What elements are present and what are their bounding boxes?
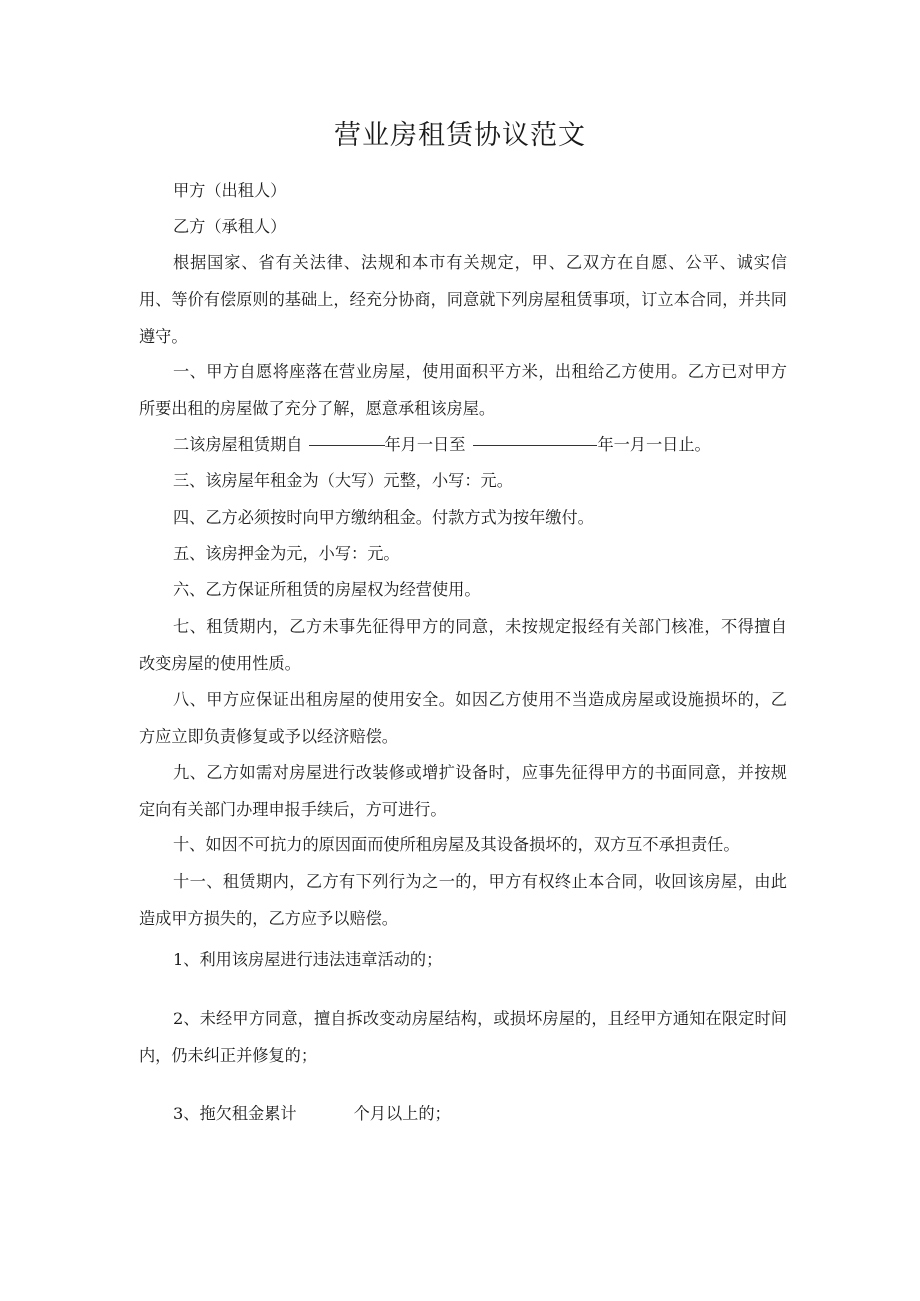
clause-11: 十一、租赁期内，乙方有下列行为之一的，甲方有权终止本合同，收回该房屋，由此造成甲方损失的，乙方应予以赔偿。 — [139, 872, 787, 928]
clause-4: 四、乙方必须按时向甲方缴纳租金。付款方式为按年缴付。 — [173, 508, 594, 527]
list-item-1: 1、利用该房屋进行违法违章活动的； — [173, 950, 443, 969]
list-item-3-end: 个月以上的； — [353, 1104, 451, 1123]
list-item-3-start: 3、拖欠租金累计 — [173, 1104, 297, 1123]
clause-2-start: 二该房屋租赁期自 — [173, 435, 303, 454]
clause-5: 五、该房押金为元，小写：元。 — [173, 544, 400, 563]
clause-6: 六、乙方保证所租赁的房屋权为经营使用。 — [173, 580, 481, 599]
list-item-3 — [139, 1095, 787, 1132]
lease-end-blank — [473, 444, 597, 446]
clause-7: 七、租赁期内，乙方未事先征得甲方的同意，未按规定报经有关部门核准，不得擅自改变房屋的使用性质。 — [139, 617, 787, 673]
clause-3: 三、该房屋年租金为（大写）元整，小写：元。 — [173, 471, 513, 490]
party-a-line: 甲方（出租人） — [173, 181, 287, 200]
lease-start-blank — [309, 444, 385, 446]
clause-10: 十、如因不可抗力的原因面而使所租房屋及其设备损坏的，双方互不承担责任。 — [173, 835, 740, 854]
list-item-2: 2、未经甲方同意，擅自拆改变动房屋结构，或损坏房屋的，且经甲方通知在限定时间内，仍未纠正并修复的； — [139, 1009, 787, 1065]
party-b-line: 乙方（承租人） — [173, 217, 287, 236]
clause-2-middle: 年月一日至 — [384, 435, 466, 454]
clause-8: 八、甲方应保证出租房屋的使用安全。如因乙方使用不当造成房屋或设施损坏的，乙方应立即负责修复或予以经济赔偿。 — [139, 690, 787, 746]
preamble-paragraph: 根据国家、省有关法律、法规和本市有关规定，甲、乙双方在自愿、公平、诚实信用、等价有偿原则的基础上，经充分协商，同意就下列房屋租赁事项，订立本合同，并共同遵守。 — [139, 253, 787, 346]
clause-2 — [139, 426, 787, 463]
document-title: 营业房租赁协议范文 — [334, 120, 586, 151]
clause-2-end: 年一月一日止。 — [597, 435, 711, 454]
clause-9: 九、乙方如需对房屋进行改装修或增扩设备时，应事先征得甲方的书面同意，并按规定向有关部门办理申报手续后，方可进行。 — [139, 763, 787, 819]
clause-1: 一、甲方自愿将座落在营业房屋，使用面积平方米，出租给乙方使用。乙方已对甲方所要出租的房屋做了充分了解，愿意承租该房屋。 — [139, 362, 787, 418]
